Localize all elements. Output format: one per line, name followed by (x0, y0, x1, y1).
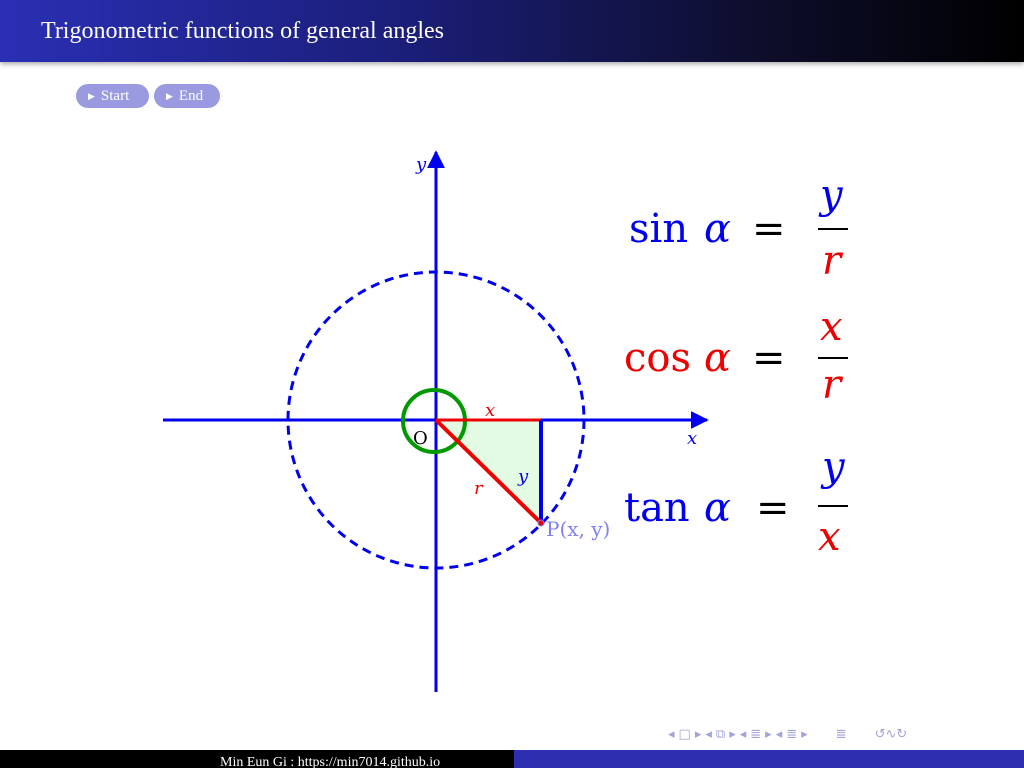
frame-icon[interactable]: □ (678, 726, 691, 742)
prev-part-icon[interactable]: ◂ (775, 726, 783, 742)
sin-equals: = (752, 206, 786, 252)
tan-numerator: y (822, 444, 845, 490)
start-button-label: Start (100, 87, 130, 104)
cos-func: cos (624, 335, 692, 381)
sin-formula (629, 172, 848, 284)
tan-formula (624, 444, 848, 560)
part-icon[interactable]: ≣ (786, 726, 798, 742)
origin-label: O (413, 428, 428, 449)
cos-equals: = (752, 335, 786, 381)
subsection-icon[interactable]: ⧉ (715, 726, 726, 742)
footer-author (0, 750, 514, 768)
sin-numerator: y (820, 172, 843, 218)
point-p-label: P(x, y) (546, 517, 611, 541)
section-icon[interactable]: ≣ (750, 726, 762, 742)
next-subsection-icon[interactable]: ▸ (729, 726, 736, 742)
document-icon[interactable]: ≣ (835, 726, 847, 742)
cos-var: α (704, 335, 732, 381)
prev-section-icon[interactable]: ◂ (739, 726, 747, 742)
segment-x-label: x (485, 400, 496, 421)
play-triangle-icon: ▶ (88, 90, 95, 101)
play-triangle-icon: ▶ (166, 90, 173, 101)
end-button-label: End (178, 87, 204, 104)
tan-func: tan (624, 485, 690, 531)
segment-y-label: y (518, 466, 529, 487)
radius-label: r (474, 478, 483, 499)
prev-subsection-icon[interactable]: ◂ (705, 726, 712, 742)
cos-formula (624, 304, 848, 408)
footer-text: Min Eun Gi : https://min7014.github.io (220, 755, 441, 768)
slide-title: Trigonometric functions of general angles (41, 18, 445, 44)
tan-denominator: x (818, 514, 841, 560)
point-p (538, 520, 544, 526)
tan-var: α (704, 485, 732, 531)
prev-frame-icon[interactable]: ◂ (668, 726, 675, 742)
next-part-icon[interactable]: ▸ (801, 726, 808, 742)
x-axis-label: x (687, 428, 698, 449)
sin-denominator: r (822, 238, 842, 284)
cos-numerator: x (820, 304, 843, 350)
search-zoom-icon[interactable]: ↺∿↻ (874, 726, 908, 742)
footer-bar (514, 750, 1024, 768)
cos-denominator: r (822, 362, 842, 408)
tan-equals: = (756, 485, 790, 531)
sin-var: α (704, 206, 732, 252)
beamer-navigation-bar (668, 724, 1020, 744)
sin-func: sin (629, 206, 689, 252)
y-axis-label: y (416, 154, 427, 175)
next-frame-icon[interactable]: ▸ (694, 726, 702, 742)
next-section-icon[interactable]: ▸ (765, 726, 772, 742)
